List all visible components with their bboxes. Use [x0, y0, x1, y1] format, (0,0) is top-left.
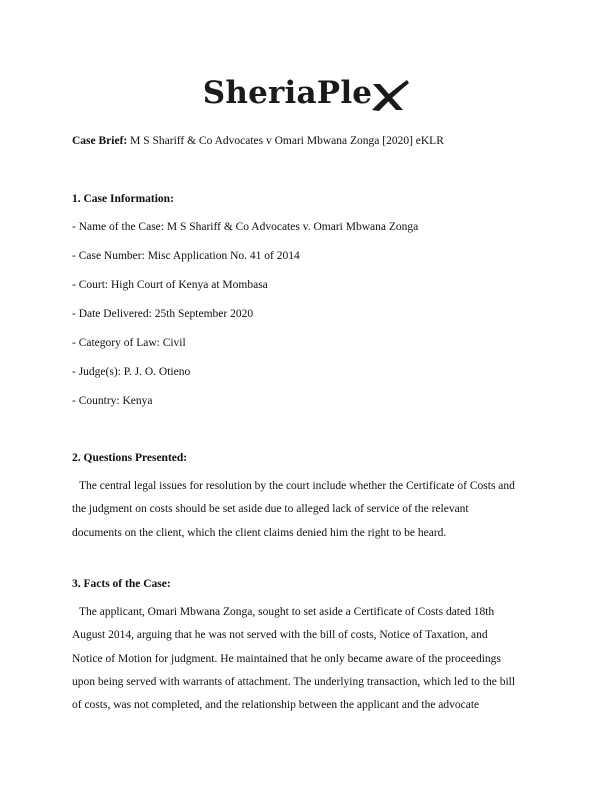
section-heading-questions-presented: 2. Questions Presented:: [72, 452, 188, 464]
case-brief-label: Case Brief:: [72, 135, 128, 147]
section-heading-facts-of-the-case: 3. Facts of the Case:: [72, 578, 171, 590]
section-heading-case-information: 1. Case Information:: [72, 193, 174, 205]
case-brief-title: [72, 134, 444, 148]
case-info-item: - Country: Kenya: [72, 395, 153, 407]
case-info-item: - Category of Law: Civil: [72, 337, 186, 349]
paragraph-line: documents on the client, which the client claims denied him the right to be heard.: [72, 526, 447, 539]
x-logo-mark-icon: [369, 74, 409, 112]
logo-text: SheriaPle: [202, 75, 373, 111]
paragraph-line: Notice of Motion for judgment. He maintained that he only became aware of the proceedings: [72, 652, 501, 665]
paragraph-line: The central legal issues for resolution by the court include whether the Certificate of Costs and: [79, 480, 515, 492]
case-brief-name: M S Shariff & Co Advocates v Omari Mbwana Zonga [2020] eKLR: [127, 135, 444, 147]
case-info-item: - Date Delivered: 25th September 2020: [72, 308, 254, 320]
sheriaplex-logo: [0, 74, 612, 118]
paragraph-line: August 2014, arguing that he was not served with the bill of costs, Notice of Taxation, and: [72, 629, 488, 642]
case-info-item: - Case Number: Misc Application No. 41 of 2014: [72, 250, 300, 262]
case-info-item: - Court: High Court of Kenya at Mombasa: [72, 279, 268, 291]
paragraph-line: the judgment on costs should be set aside due to alleged lack of service of the relevant: [72, 503, 469, 516]
questions-paragraph: [72, 479, 542, 549]
facts-paragraph: [72, 605, 542, 721]
case-info-item: - Name of the Case: M S Shariff & Co Advocates v. Omari Mbwana Zonga: [72, 221, 419, 233]
paragraph-line: upon being served with warrants of attachment. The underlying transaction, which led to the bill: [72, 675, 516, 688]
paragraph-line: of costs, was not completed, and the relationship between the applicant and the advocate: [72, 699, 480, 712]
case-info-item: - Judge(s): P. J. O. Otieno: [72, 366, 191, 378]
paragraph-line: The applicant, Omari Mbwana Zonga, sought to set aside a Certificate of Costs dated 18th: [79, 606, 495, 618]
